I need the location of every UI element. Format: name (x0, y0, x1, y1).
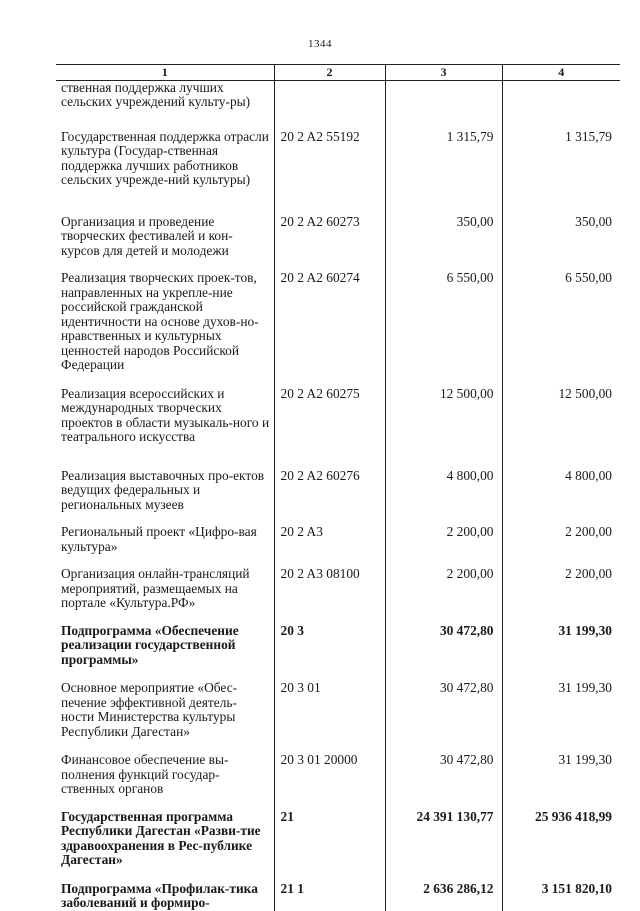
row-value-year2: 350,00 (502, 215, 620, 272)
row-code: 20 2 A2 60275 (274, 387, 385, 469)
row-value-year2: 6 550,00 (502, 271, 620, 387)
row-code: 20 2 A2 60273 (274, 215, 385, 272)
row-value-year1: 30 472,80 (385, 681, 502, 753)
header-col-4: 4 (502, 65, 620, 81)
row-value-year1: 4 800,00 (385, 469, 502, 526)
page-number: 1344 (308, 38, 332, 50)
row-name: Региональный проект «Цифро-вая культура» (61, 524, 257, 554)
row-value-year2: 2 200,00 (502, 567, 620, 624)
row-code: 20 3 01 (274, 681, 385, 753)
row-value-year2: 2 200,00 (502, 525, 620, 567)
row-code: 20 2 A3 08100 (274, 567, 385, 624)
row-code: 21 1 (274, 882, 385, 911)
row-code: 20 2 A2 55192 (274, 130, 385, 215)
row-name: Основное мероприятие «Обес-печение эффективной деятель-ности Министерства культуры Республики Дагестан» (61, 680, 238, 739)
row-code (274, 80, 385, 130)
table-row (56, 80, 620, 130)
row-value-year1: 30 472,80 (385, 753, 502, 810)
table-row (56, 681, 620, 753)
table-row (56, 525, 620, 567)
row-code: 20 2 A2 60276 (274, 469, 385, 526)
row-name: Подпрограмма «Профилак-тика заболеваний и формиро- (61, 880, 258, 910)
table-row (56, 567, 620, 624)
table-row (56, 624, 620, 682)
row-value-year1: 2 200,00 (385, 525, 502, 567)
row-value-year1: 30 472,80 (385, 624, 502, 682)
row-code: 20 3 (274, 624, 385, 682)
row-value-year2: 3 151 820,10 (502, 882, 620, 911)
row-name: ственная поддержка лучших сельских учреждений культу-ры) (61, 79, 251, 109)
header-col-3: 3 (385, 65, 502, 81)
table-row (56, 469, 620, 526)
table-body (56, 80, 620, 911)
table-header (56, 65, 620, 81)
row-name: Организация онлайн-трансляций мероприятий, размещаемых на портале «Культура.РФ» (61, 566, 250, 610)
row-value-year2: 1 315,79 (502, 130, 620, 215)
header-col-1: 1 (56, 65, 274, 81)
table-row (56, 130, 620, 215)
table-row (56, 271, 620, 387)
budget-table (56, 64, 620, 911)
header-row (56, 65, 620, 81)
table-row (56, 215, 620, 272)
row-value-year2: 4 800,00 (502, 469, 620, 526)
row-name: Финансовое обеспечение вы-полнения функций государ-ственных органов (61, 752, 229, 796)
row-value-year1 (385, 80, 502, 130)
row-code: 20 3 01 20000 (274, 753, 385, 810)
row-value-year2: 12 500,00 (502, 387, 620, 469)
table-row (56, 387, 620, 469)
table-row (56, 810, 620, 882)
row-value-year1: 350,00 (385, 215, 502, 272)
row-code: 20 2 A3 (274, 525, 385, 567)
row-name: Реализация выставочных про-ектов ведущих федеральных и региональных музеев (61, 467, 265, 512)
row-value-year1: 2 200,00 (385, 567, 502, 624)
row-value-year1: 24 391 130,77 (385, 810, 502, 882)
row-name: Реализация творческих проек-тов, направленных на укрепле-ние российской гражданской идентичности на основе духов-но-нравственных и культурных ценностей народов Российской Федерации (61, 270, 259, 372)
row-value-year1: 2 636 286,12 (385, 882, 502, 911)
row-value-year2 (502, 80, 620, 130)
header-col-2: 2 (274, 65, 385, 81)
row-name: Государственная программа Республики Дагестан «Разви-тие здравоохранения в Рес-публике Дагестан» (61, 808, 261, 867)
row-name: Организация и проведение творческих фестивалей и кон-курсов для детей и молодежи (61, 213, 233, 258)
row-value-year1: 1 315,79 (385, 130, 502, 215)
row-name: Государственная поддержка отрасли культура (Государ-ственная поддержка лучших работников сельских учрежде-ний культуры) (61, 128, 269, 187)
row-name: Подпрограмма «Обеспечение реализации государственной программы» (61, 622, 239, 667)
table-row (56, 882, 620, 911)
row-code: 21 (274, 810, 385, 882)
row-value-year2: 31 199,30 (502, 624, 620, 682)
row-code: 20 2 A2 60274 (274, 271, 385, 387)
row-name: Реализация всероссийских и международных творческих проектов в области музыкаль-ного и театрального искусства (61, 385, 270, 444)
row-value-year1: 12 500,00 (385, 387, 502, 469)
row-value-year2: 31 199,30 (502, 753, 620, 810)
row-value-year2: 31 199,30 (502, 681, 620, 753)
row-value-year1: 6 550,00 (385, 271, 502, 387)
table-row (56, 753, 620, 810)
row-value-year2: 25 936 418,99 (502, 810, 620, 882)
